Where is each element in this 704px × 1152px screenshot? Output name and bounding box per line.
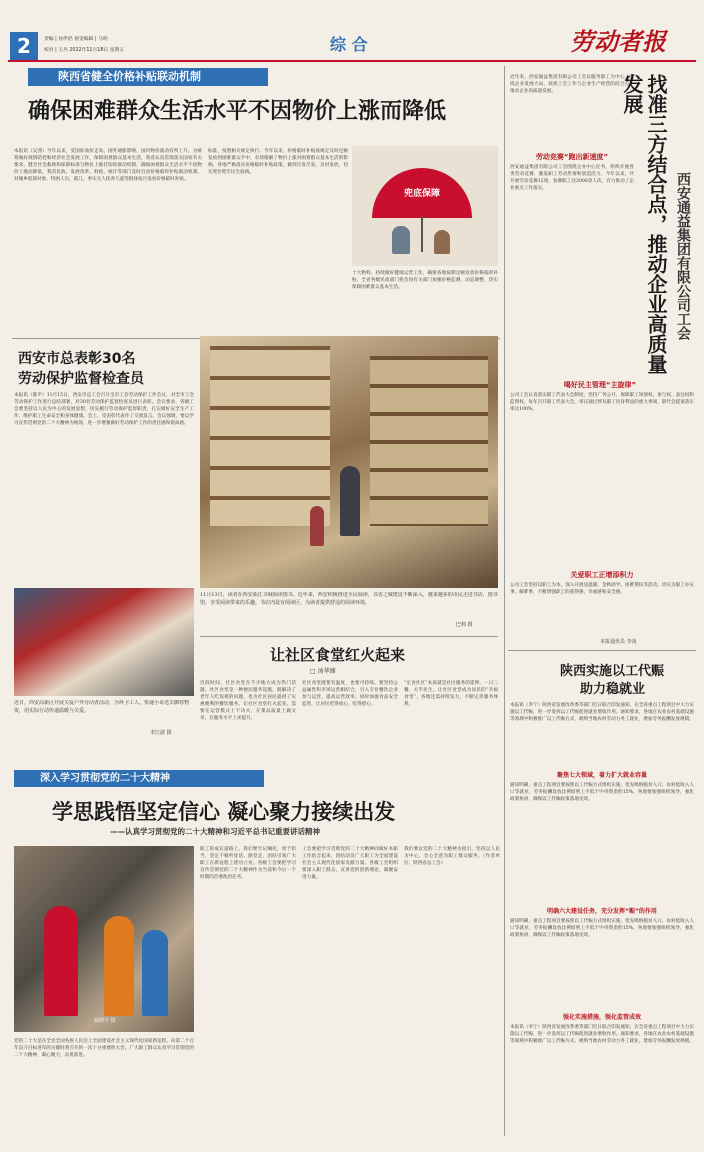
right-body-2: 公司工会认真落实职工代表大会制度，坚持厂务公开，保障职工知情权、参与权、表达权和监督权。每年召开职工代表大会，审议通过涉及职工切身利益的重大事项，职代会提案落实率达100%。 <box>510 393 694 412</box>
right-author: 本报通讯员 李凌 <box>600 639 637 645</box>
bookstore-caption: 11月13日，读者在西安曲江书城阅读图书。近年来，西安积极推进全民阅读，书香之城建设不断深入，越来越多的市民走进书店、图书馆，享受阅读带来的乐趣。书店内设有阅读区，为读者提供舒适的阅读环境。 <box>200 592 498 606</box>
xian-headline-2: 劳动保护监督检查员 <box>18 371 144 387</box>
study-body-col1: 党的二十大是在全党全国各族人民迈上全面建设社会主义现代化国家新征程、向第二个百年奋斗目标进军的关键时刻召开的一次十分重要的大会。广大职工群众认真学习贯彻党的二十大精神，凝心聚力，奋勇前进。 <box>14 1039 194 1058</box>
wage-body-3: 通知明确，重点工程项目要按照以工代赈方式组织实施，优先吸纳脱贫人口、农村低收入人口等就业，劳务报酬发放比例原则上不低于中央资金的15%。各地要加强组织领导，强化政策协同，确保以工代赈政策落地见效。 <box>510 919 694 938</box>
xian-body: 本报讯（陈平）11月15日，西安市总工会召开全市工会劳动保护工作会议，对全市工会劳动保护工作进行总结部署，对30名劳动保护监督检查员进行表彰。会议要求，各级工会要坚持以人民为中心的发展思想，切实履行劳动保护监督职责，扎实做好安全生产工作，维护职工生命安全和身体健康。会上，受表彰代表作了交流发言。会议强调，要以学习宣传贯彻党的二十大精神为统领，进一步增强做好劳动保护工作的责任感和使命感。 <box>14 393 194 426</box>
community-body-col3: “定食社区”本质就是社区服务的延伸。一日三餐，关乎民生。让社区食堂成为居民的“幸福食堂”，各地还需持续发力，不断完善服务体系。 <box>404 681 498 707</box>
side-photo-credit: 李江波 摄 <box>150 730 172 736</box>
lead-headline: 确保困难群众生活水平不因物价上涨而降低 <box>28 99 447 124</box>
lead-body-col1: 本报讯（吴茜）今年以来，受国际油价走高、国外通胀影响，国内物价波动有所上升。为统筹做好疫情防控和经济社会发展工作，保障困难群众基本生活，我省认真贯彻落实国家有关要求，健全社会救助和保障标准与物价上涨挂钩的联动机制，确保困难群众生活水平不因物价上涨而降低。我省民政、发展改革、财政、统计等部门及时启动价格临时补贴联动机制，对城乡低保对象、特困人员、孤儿、事实无人抚养儿童等群体按月发放价格临时补贴。 <box>14 149 202 182</box>
lead-body-col3: 十大物料，持续做好健康运营工作，确保各地按期足额发放价格临时补贴，全省各级民政部门将会同有关部门加强价格监测，动态调整，切实保障困难群众基本生活。 <box>352 271 498 290</box>
workers-photo <box>14 846 194 1032</box>
study-headline: 学思践悟坚定信心 凝心聚力接续出发 <box>52 800 396 824</box>
study-kicker: 深入学习贯彻党的二十大精神 <box>14 770 264 787</box>
figure-silhouette <box>434 230 450 254</box>
reader-figure <box>310 506 324 546</box>
bookstore-photo <box>200 336 498 588</box>
community-headline: 让社区食堂红火起来 <box>270 646 406 664</box>
right-headline-main: 找准三方结合点，推动企业高质量发展 <box>620 74 668 374</box>
edition-line-2: 校对 | 王丹 2022年11月18日 星期五 <box>44 48 125 53</box>
worker-figure <box>104 916 134 1016</box>
right-body-3: 公司工会坚持以职工为本，深入开展送温暖、金秋助学、困难帮扶等活动，切实为职工办实事、解难事，不断增强职工的获得感、幸福感和安全感。 <box>510 583 694 595</box>
study-subheadline: ——认真学习贯彻党的二十大精神和习近平总书记重要讲话精神 <box>110 827 320 836</box>
bookshelf-graphic <box>370 356 488 526</box>
side-photo-caption: 近日，西安高新区开展关爱户外劳动者活动，为环卫工人、快递小哥送去御寒物资，用实际行动传递温暖与关爱。 <box>14 700 190 714</box>
volunteer-photo <box>14 588 194 696</box>
lead-kicker: 陕西省健全价格补贴联动机制 <box>28 68 268 86</box>
page-number: 2 <box>10 32 38 60</box>
edition-line-1: 责编 | 孙伴侣 视觉编辑 | 马明 <box>44 37 108 42</box>
right-column-rule <box>504 66 505 1136</box>
lead-illustration <box>352 146 498 266</box>
right-body-1: 西安通益集团有限公司工会围绕企业中心任务，组织开展各类劳动竞赛，激发职工劳动热情和创造活力。今年以来，共开展劳动竞赛12项，参赛职工达2000余人次，有力推动了企业重点工作落实。 <box>510 165 634 191</box>
wage-headline-1: 陕西实施以工代赈 <box>560 664 665 679</box>
worker-figure <box>142 930 168 1016</box>
wage-subhead-3: 强化实施措施，强化监管成效 <box>562 1014 641 1021</box>
bookshelf-graphic <box>210 346 330 526</box>
community-author: □ 汤华臻 <box>310 668 336 675</box>
right-intro: 近年来，西安通益集团有限公司工会以服务职工为中心，围绕企业发展大局，找准工会工作与企业生产经营的结合点，推动企业高质量发展。 <box>510 75 634 94</box>
masthead <box>0 0 704 62</box>
wage-body-2: 通知明确，重点工程项目要按照以工代赈方式组织实施，优先吸纳脱贫人口、农村低收入人口等就业，劳务报酬发放比例原则上不低于中央资金的15%。各地要加强组织领导，强化政策协同，确保以工代赈政策落地见效。 <box>510 783 694 802</box>
right-subhead-2: 喝好民主管理“主旋律” <box>563 381 637 389</box>
right-subhead-3: 关爱职工正增添积力 <box>570 571 634 579</box>
reader-figure <box>340 466 360 536</box>
right-headline-sub: 西安通益集团有限公司工会 <box>675 172 691 340</box>
study-body-col2: 职工的成长道路上，我们要牢记嘱托，勇于担当，坚定不移听党话、跟党走，团结引领广大职工在新征程上建功立业。各级工会要把学习宣传贯彻党的二十大精神作为当前和今后一个时期的首要政治任务。 <box>200 847 296 880</box>
worker-figure <box>44 906 78 1016</box>
header-rule <box>8 60 696 62</box>
wage-subhead-2: 明确六大建设任务，充分发挥“赈”的作用 <box>547 908 657 915</box>
section-label: 综 合 <box>330 35 368 54</box>
right-divider <box>508 650 696 651</box>
paper-logo: 劳动者报 <box>570 27 666 56</box>
xian-headline-1: 西安市总表彰30名 <box>18 351 136 367</box>
community-body-col2: 社区食堂既要有温度，也要可持续。要坚持公益属性和市场运营相结合，引入专业餐饮企业参与运营，提高运营效率。同时加强食品安全监管，让居民吃得放心、吃得舒心。 <box>302 681 398 707</box>
right-subhead-1: 劳动竞赛“跑出新速度” <box>535 153 609 161</box>
wage-subhead-1: 聚焦七大领域，着力扩大就业容量 <box>556 772 647 779</box>
community-body-col1: 近段时间，社区食堂在不少地方成为热门话题。社区食堂是一种便民服务设施，既解决了老年人吃饭难的问题，也为社区居民提供了实惠便利的餐饮服务。让社区食堂红火起来，需要在运营模式上下功夫，在菜品质量上做文章，在服务水平上求提升。 <box>200 681 296 721</box>
wage-body-4: 本报讯（李宁）陕西省发展改革委等部门近日联合印发通知，在全省重点工程项目中大力实施以工代赈，进一步发挥以工代赈促进就业增收作用。通知要求，各地在农业农村基础设施等领域中积极推广以工代赈方式，吸纳当地农村劳动力务工就业，增加劳务报酬发放规模。 <box>510 1025 694 1044</box>
umbrella-handle <box>421 216 423 252</box>
wage-body: 本报讯（李宁）陕西省发展改革委等部门近日联合印发通知，在全省重点工程项目中大力实施以工代赈，进一步发挥以工代赈促进就业增收作用。通知要求，各地在农业农村基础设施等领域中积极推广以工代赈方式，吸纳当地农村劳动力务工就业，增加劳务报酬发放规模。 <box>510 703 694 722</box>
study-body-col3: 工会要把学习贯彻党的二十大精神同做好本职工作结合起来，团结动员广大职工为全面建设社会主义现代化国家贡献力量。各级工会组织要深入职工群众，宣讲党的创新理论，凝聚奋进力量。 <box>302 847 398 880</box>
study-body-col4: 我们要以党的二十大精神为指引，坚持以人民为中心，全心全意为职工群众服务。（作者单位：陕西省总工会） <box>404 847 500 866</box>
bookstore-credit: 巴莉 摄 <box>456 622 473 628</box>
workers-photo-credit: 杨晓宇 摄 <box>94 1018 116 1024</box>
lead-body-col2: 标准，按照相关规定执行。今年以来，价格临时补贴按规定及时足额发放到困难群众手中，有效缓解了物价上涨对困难群众基本生活的影响。各地严格落实价格临时补贴政策，做到应发尽发、及时发放，切实兜住兜牢民生底线。 <box>208 149 348 175</box>
wage-headline-2: 助力稳就业 <box>580 682 646 697</box>
figure-silhouette <box>392 226 410 254</box>
illustration-sign: 兜底保障 <box>403 189 440 199</box>
community-rule <box>200 636 498 637</box>
